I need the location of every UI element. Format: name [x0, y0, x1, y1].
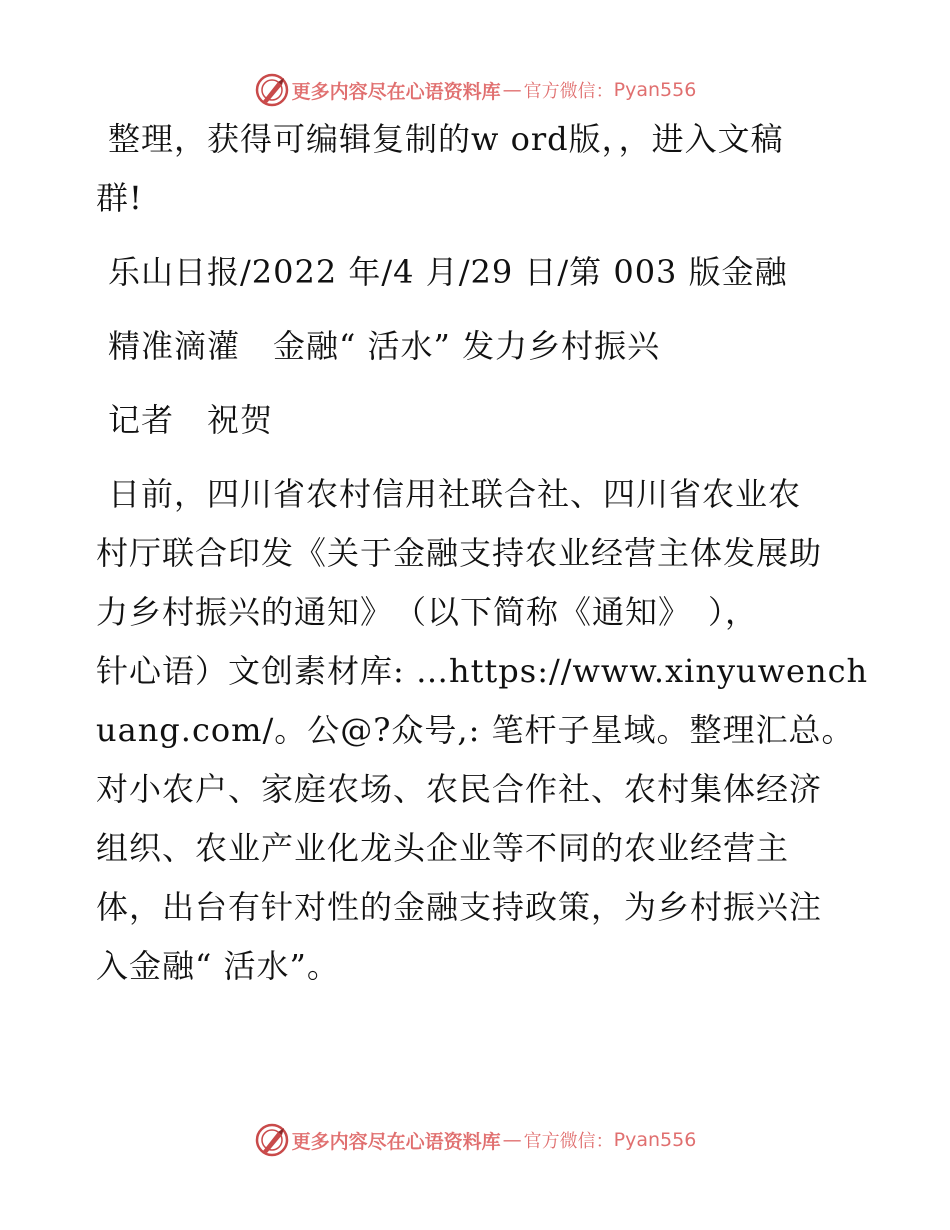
text-line: 针心语）文创素材库: …https://www.xinyuwench: [96, 652, 869, 690]
watermark-brand: 更多内容尽在心语资料库: [291, 1130, 501, 1153]
watermark-wechat-label: 官方微信：: [523, 81, 614, 102]
watermark-dash: —: [502, 1129, 522, 1151]
pen-logo-icon: [254, 1122, 290, 1158]
watermark-brand: 更多内容尽在心语资料库: [291, 80, 501, 103]
document-body: [96, 110, 869, 1011]
text-line: 日前，四川省农村信用社联合社、四川省农业农: [108, 475, 802, 513]
header-watermark: [0, 70, 950, 110]
body-paragraph: [96, 465, 869, 996]
text-line: 村厅联合印发《关于金融支持农业经营主体发展助: [96, 534, 823, 572]
watermark-wechat-label: 官方微信：: [523, 1131, 614, 1152]
pen-logo-icon: [254, 72, 290, 108]
text-line: 对小农户、家庭农场、农民合作社、农村集体经济: [96, 770, 823, 808]
headline-paragraph: [96, 317, 856, 376]
text-line: 整理，获得可编辑复制的w ord版，，进入文稿: [108, 120, 784, 158]
text-line: uang.com/。公@?众号,: 笔杆子星域。整理汇总。: [96, 711, 855, 749]
text-line: 组织、农业产业化龙头企业等不同的农业经营主: [96, 829, 790, 867]
footer-watermark: [0, 1120, 950, 1160]
text-line: 群!: [96, 179, 143, 217]
dateline-paragraph: [96, 243, 856, 302]
headline: 精准滴灌 金融“ 活水” 发力乡村振兴: [108, 327, 661, 365]
watermark-wechat-id: Pyan556: [613, 1129, 697, 1151]
watermark-wechat-id: Pyan556: [613, 79, 697, 101]
text-line: 力乡村振兴的通知》 （以下简称《通知》 ），: [96, 593, 759, 631]
watermark-dash: —: [502, 79, 522, 101]
intro-paragraph: [96, 110, 856, 228]
dateline: 乐山日报/2022 年/4 月/29 日/第 003 版金融: [108, 253, 788, 291]
byline-paragraph: [96, 391, 856, 450]
text-line: 体，出台有针对性的金融支持政策，为乡村振兴注: [96, 888, 823, 926]
byline: 记者 祝贺: [108, 401, 274, 439]
text-line: 入金融“ 活水”。: [96, 947, 340, 985]
